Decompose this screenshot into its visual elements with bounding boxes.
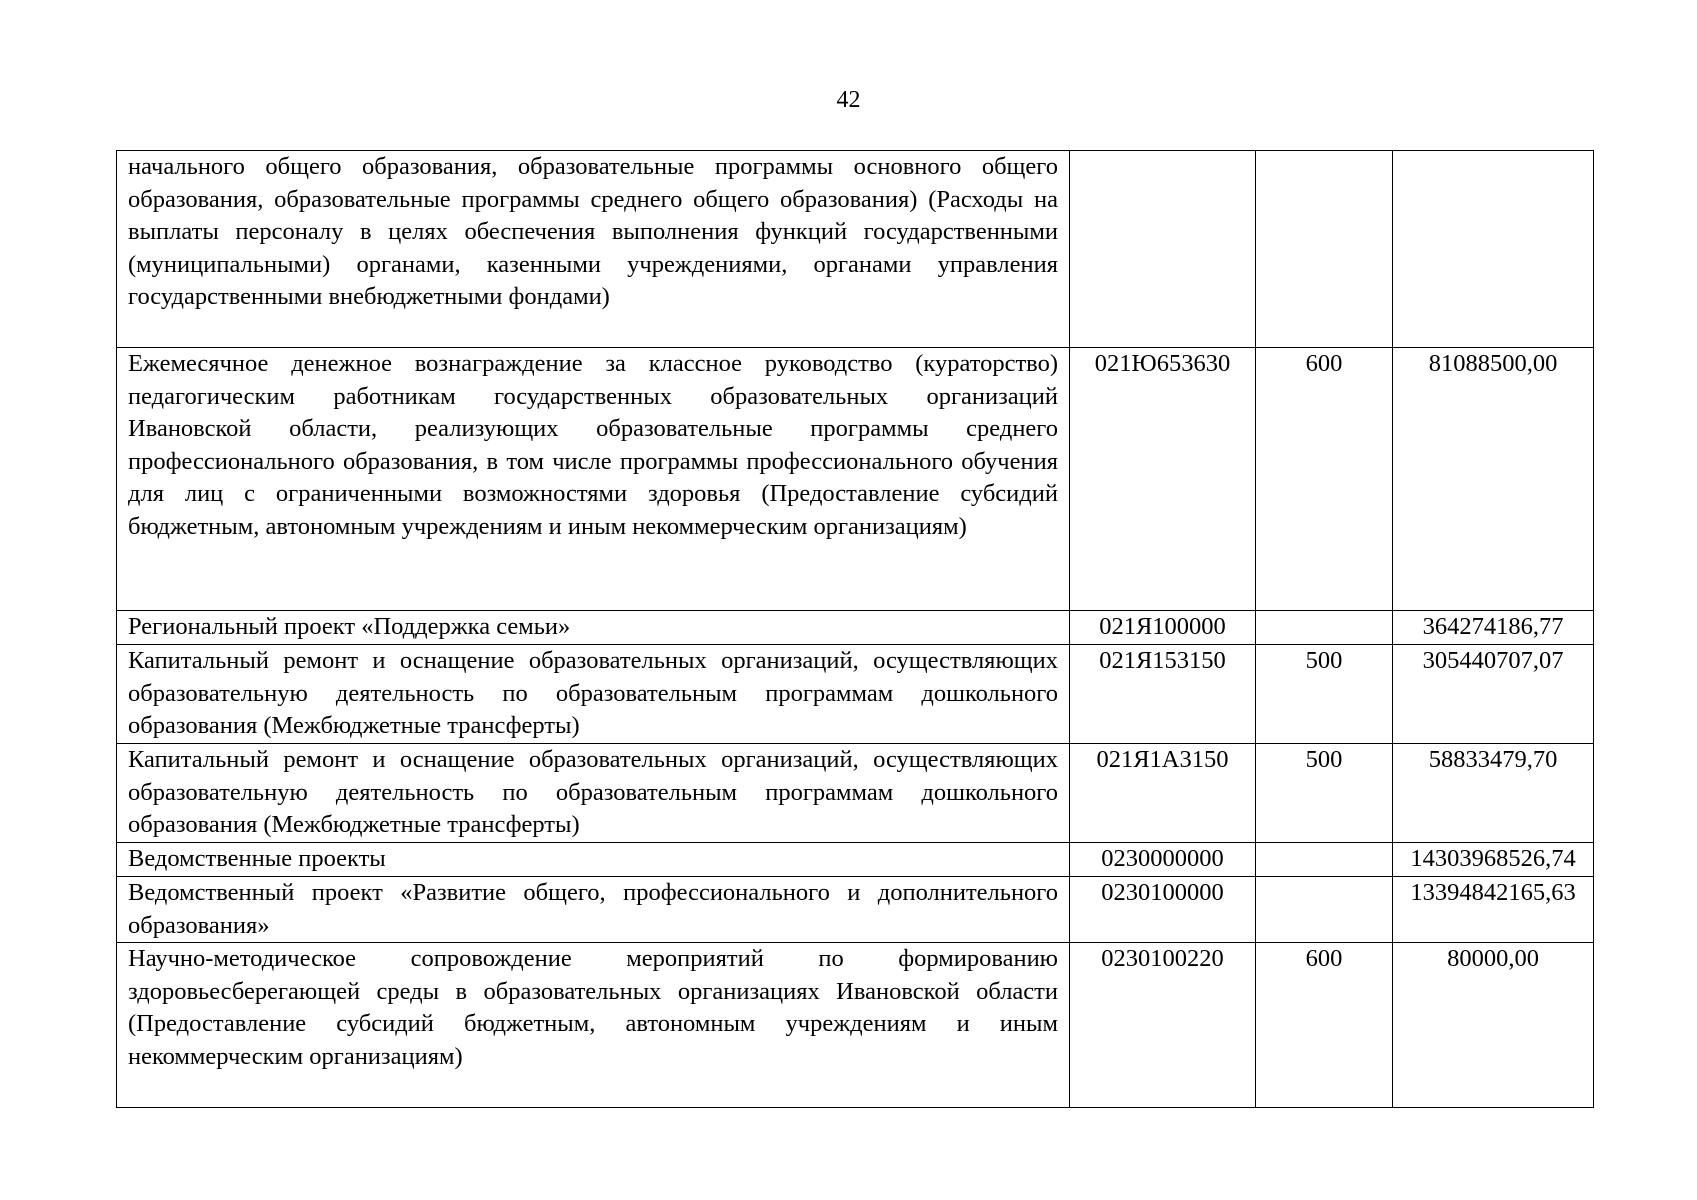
table-row <box>117 843 1594 877</box>
row-description: Капитальный ремонт и оснащение образовательных организаций, осуществляющих образовательную деятельность по образовательным программам дошкольного образования (Межбюджетные трансферты) <box>117 744 1070 843</box>
row-description: Ведомственные проекты <box>117 843 1070 877</box>
row-code: 0230100220 <box>1070 943 1256 1108</box>
row-code: 0230100000 <box>1070 877 1256 943</box>
table-row <box>117 645 1594 744</box>
row-description: начального общего образования, образовательные программы основного общего образования, образовательные программы среднего общего образования) (Расходы на выплаты персоналу в целях обеспечения выполнения функций государственными (муниципальными) органами, казенными учреждениями, органами управления государственными внебюджетными фондами) <box>117 151 1070 348</box>
table-row <box>117 877 1594 943</box>
row-expense-type: 600 <box>1256 943 1393 1108</box>
row-description: Региональный проект «Поддержка семьи» <box>117 611 1070 645</box>
row-description: Ведомственный проект «Развитие общего, профессионального и дополнительного образования» <box>117 877 1070 943</box>
row-expense-type: 600 <box>1256 348 1393 611</box>
row-amount: 58833479,70 <box>1393 744 1594 843</box>
row-amount: 14303968526,74 <box>1393 843 1594 877</box>
table-row <box>117 744 1594 843</box>
table-row <box>117 151 1594 348</box>
row-amount <box>1393 151 1594 348</box>
table-row <box>117 611 1594 645</box>
row-amount: 13394842165,63 <box>1393 877 1594 943</box>
row-description: Научно-методическое сопровождение мероприятий по формированию здоровьесберегающей среды в образовательных организациях Ивановской области (Предоставление субсидий бюджетным, автономным учреждениям и иным некоммерческим организациям) <box>117 943 1070 1108</box>
table-row <box>117 943 1594 1108</box>
budget-table <box>116 150 1594 1108</box>
row-amount: 305440707,07 <box>1393 645 1594 744</box>
row-description: Капитальный ремонт и оснащение образовательных организаций, осуществляющих образовательную деятельность по образовательным программам дошкольного образования (Межбюджетные трансферты) <box>117 645 1070 744</box>
table-row <box>117 348 1594 611</box>
row-code: 0230000000 <box>1070 843 1256 877</box>
row-amount: 80000,00 <box>1393 943 1594 1108</box>
row-code <box>1070 151 1256 348</box>
row-code: 021Я153150 <box>1070 645 1256 744</box>
row-expense-type <box>1256 151 1393 348</box>
row-expense-type: 500 <box>1256 645 1393 744</box>
row-description: Ежемесячное денежное вознаграждение за классное руководство (кураторство) педагогическим работникам государственных образовательных организаций Ивановской области, реализующих образовательные программы среднего профессионального образования, в том числе программы профессионального обучения для лиц с ограниченными возможностями здоровья (Предоставление субсидий бюджетным, автономным учреждениям и иным некоммерческим организациям) <box>117 348 1070 611</box>
row-code: 021Я100000 <box>1070 611 1256 645</box>
row-expense-type <box>1256 877 1393 943</box>
row-code: 021Я1А3150 <box>1070 744 1256 843</box>
row-expense-type <box>1256 843 1393 877</box>
row-code: 021Ю653630 <box>1070 348 1256 611</box>
row-expense-type: 500 <box>1256 744 1393 843</box>
row-expense-type <box>1256 611 1393 645</box>
row-amount: 364274186,77 <box>1393 611 1594 645</box>
row-amount: 81088500,00 <box>1393 348 1594 611</box>
page-number: 42 <box>836 87 861 113</box>
